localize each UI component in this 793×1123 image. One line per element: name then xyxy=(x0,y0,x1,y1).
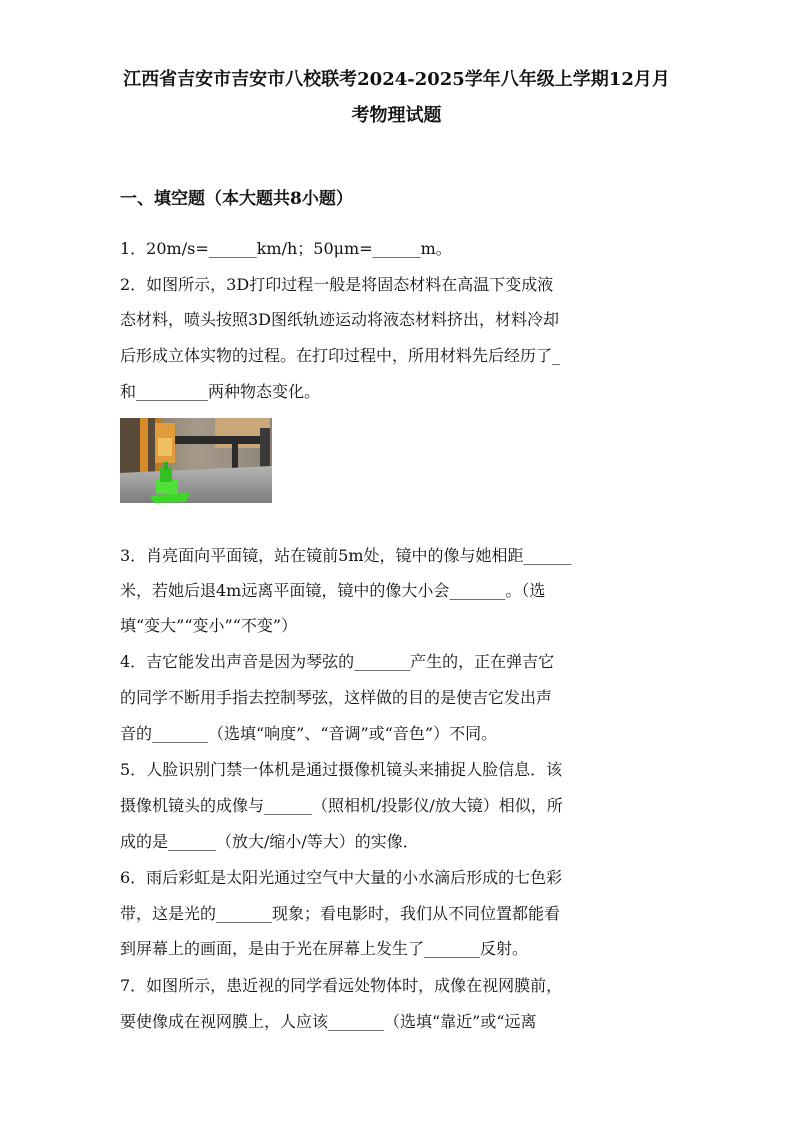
question-2-line-1: 2．如图所示，3D打印过程一般是将固态材料在高温下变成液 xyxy=(120,275,554,294)
question-4-line-2: 的同学不断用手指去控制琴弦，这样做的目的是使吉它发出声 xyxy=(120,688,553,707)
document-title-line-1: 江西省吉安市吉安市八校联考2024-2025学年八年级上学期12月月 xyxy=(123,69,670,90)
question-2-line-3: 后形成立体实物的过程。在打印过程中，所用材料先后经历了_ xyxy=(120,346,561,365)
question-6-line-1: 6．雨后彩虹是太阳光通过空气中大量的小水滴后形成的七色彩 xyxy=(120,868,563,887)
question-3-line-2: 米，若她后退4m远离平面镜，镜中的像大小会_______。（选 xyxy=(120,581,546,600)
3d-printer-photo xyxy=(120,418,272,503)
question-7-line-1: 7．如图所示，患近视的同学看远处物体时，成像在视网膜前， xyxy=(120,976,563,995)
question-7-line-2: 要使像成在视网膜上，人应该_______（选填“靠近”或“远离 xyxy=(120,1012,537,1031)
question-1-line-1: 1．20m/s=______km/h；50μm=______m。 xyxy=(120,239,452,258)
question-2-line-4: 和_________两种物态变化。 xyxy=(120,382,321,401)
question-4-line-3: 音的_______（选填“响度”、“音调”或“音色”）不同。 xyxy=(120,724,498,743)
question-5-line-1: 5．人脸识别门禁一体机是通过摄像机镜头来捕捉人脸信息．该 xyxy=(120,760,563,779)
question-5-line-3: 成的是______（放大/缩小/等大）的实像． xyxy=(120,832,419,851)
question-3-line-3: 填“变大”“变小”“不变”） xyxy=(120,616,298,635)
question-6-line-2: 带，这是光的_______现象；看电影时，我们从不同位置都能看 xyxy=(120,904,561,923)
question-5-line-2: 摄像机镜头的成像与______（照相机/投影仪/放大镜）相似，所 xyxy=(120,796,563,815)
question-4-line-1: 4．吉它能发出声音是因为琴弦的_______产生的，正在弹吉它 xyxy=(120,652,555,671)
document-title-line-2: 考物理试题 xyxy=(351,105,442,126)
question-2-line-2: 态材料，喷头按照3D图纸轨迹运动将液态材料挤出，材料冷却 xyxy=(120,310,560,329)
question-6-line-3: 到屏幕上的画面，是由于光在屏幕上发生了_______反射。 xyxy=(120,939,529,958)
section-heading-fill-in-blank: 一、填空题（本大题共8小题） xyxy=(120,189,353,209)
question-3-line-1: 3．肖亮面向平面镜，站在镜前5m处，镜中的像与她相距______ xyxy=(120,546,572,565)
